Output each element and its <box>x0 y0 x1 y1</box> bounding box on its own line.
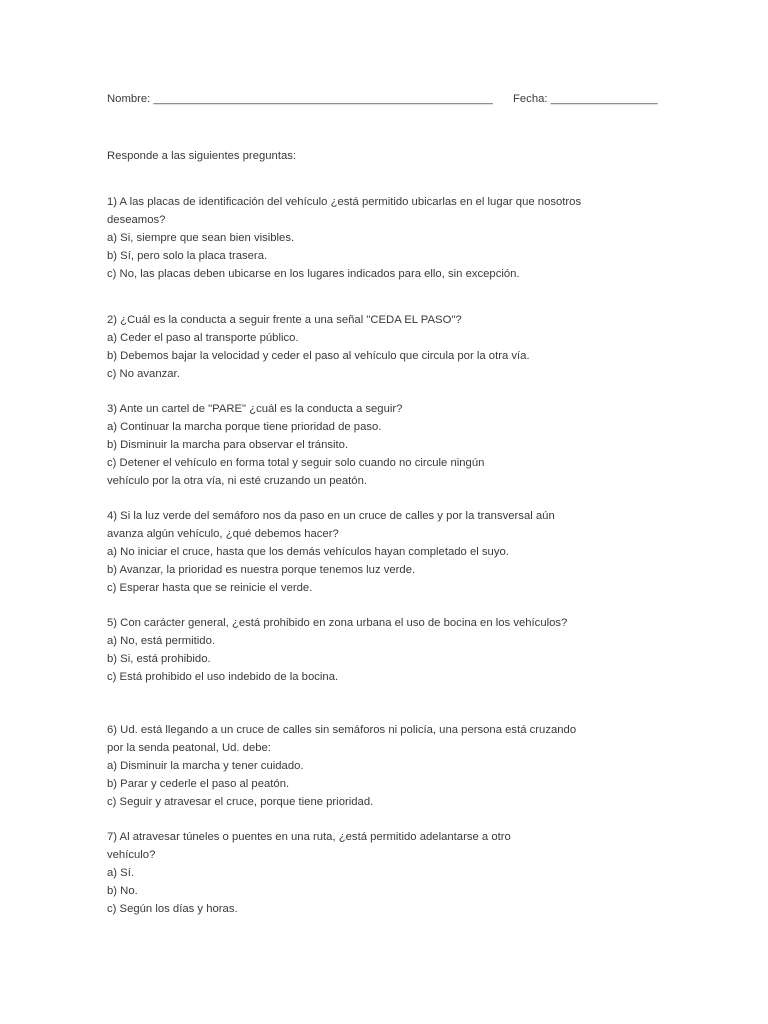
nombre-field[interactable]: Nombre: ______________________________________________________ <box>107 93 493 105</box>
question-3-text: 3) Ante un cartel de "PARE" ¿cuál es la conducta a seguir? <box>107 403 403 415</box>
question-3-option-a: a) Continuar la marcha porque tiene prioridad de paso. <box>107 421 382 433</box>
question-1-option-a: a) Si, siempre que sean bien visibles. <box>107 232 295 244</box>
fecha-field[interactable]: Fecha: _________________ <box>513 93 658 105</box>
question-1-option-c: c) No, las placas deben ubicarse en los lugares indicados para ello, sin excepción. <box>107 268 520 280</box>
question-7-text-cont: vehículo? <box>107 849 156 861</box>
question-1-text: 1) A las placas de identificación del vehículo ¿está permitido ubicarlas en el lugar que nosotros <box>107 196 582 208</box>
question-6-option-a: a) Disminuir la marcha y tener cuidado. <box>107 760 304 772</box>
question-6-option-b: b) Parar y cederle el paso al peatón. <box>107 778 290 790</box>
question-1-text-cont: deseamos? <box>107 214 166 226</box>
question-2-option-a: a) Ceder el paso al transporte público. <box>107 332 299 344</box>
question-5-option-b: b) Si, está prohibido. <box>107 653 211 665</box>
question-7-option-a: a) Sí. <box>107 867 134 879</box>
question-1-option-b: b) Sí, pero solo la placa trasera. <box>107 250 268 262</box>
question-3-option-b: b) Disminuir la marcha para observar el tránsito. <box>107 439 349 451</box>
question-2-option-c: c) No avanzar. <box>107 368 180 380</box>
question-4-option-c: c) Esperar hasta que se reinicie el verde. <box>107 582 313 594</box>
instructions: Responde a las siguientes preguntas: <box>107 150 297 162</box>
header-row <box>107 92 658 106</box>
question-5-option-c: c) Está prohibido el uso indebido de la bocina. <box>107 671 339 683</box>
question-6-text: 6) Ud. está llegando a un cruce de calles sin semáforos ni policía, una persona está cruzando <box>107 724 577 736</box>
question-4-option-b: b) Avanzar, la prioridad es nuestra porque tenemos luz verde. <box>107 564 416 576</box>
question-7-option-b: b) No. <box>107 885 138 897</box>
question-7-option-c: c) Según los días y horas. <box>107 903 238 915</box>
question-2-text: 2) ¿Cuál es la conducta a seguir frente a una señal "CEDA EL PASO"? <box>107 314 462 326</box>
question-4-text-cont: avanza algún vehículo, ¿qué debemos hacer? <box>107 528 339 540</box>
question-2-option-b: b) Debemos bajar la velocidad y ceder el paso al vehículo que circula por la otra vía. <box>107 350 530 362</box>
question-3-option-c: c) Detener el vehículo en forma total y seguir solo cuando no circule ningún <box>107 457 485 469</box>
question-6-text-cont: por la senda peatonal, Ud. debe: <box>107 742 271 754</box>
question-7-text: 7) Al atravesar túneles o puentes en una ruta, ¿está permitido adelantarse a otro <box>107 831 511 843</box>
question-5-option-a: a) No, está permitido. <box>107 635 215 647</box>
question-3-option-c-cont: vehículo por la otra vía, ni esté cruzando un peatón. <box>107 475 367 487</box>
question-4-option-a: a) No iniciar el cruce, hasta que los demás vehículos hayan completado el suyo. <box>107 546 509 558</box>
question-4-text: 4) Si la luz verde del semáforo nos da paso en un cruce de calles y por la transversal aún <box>107 510 555 522</box>
question-5-text: 5) Con carácter general, ¿está prohibido en zona urbana el uso de bocina en los vehículos? <box>107 617 568 629</box>
question-6-option-c: c) Seguir y atravesar el cruce, porque tiene prioridad. <box>107 796 374 808</box>
